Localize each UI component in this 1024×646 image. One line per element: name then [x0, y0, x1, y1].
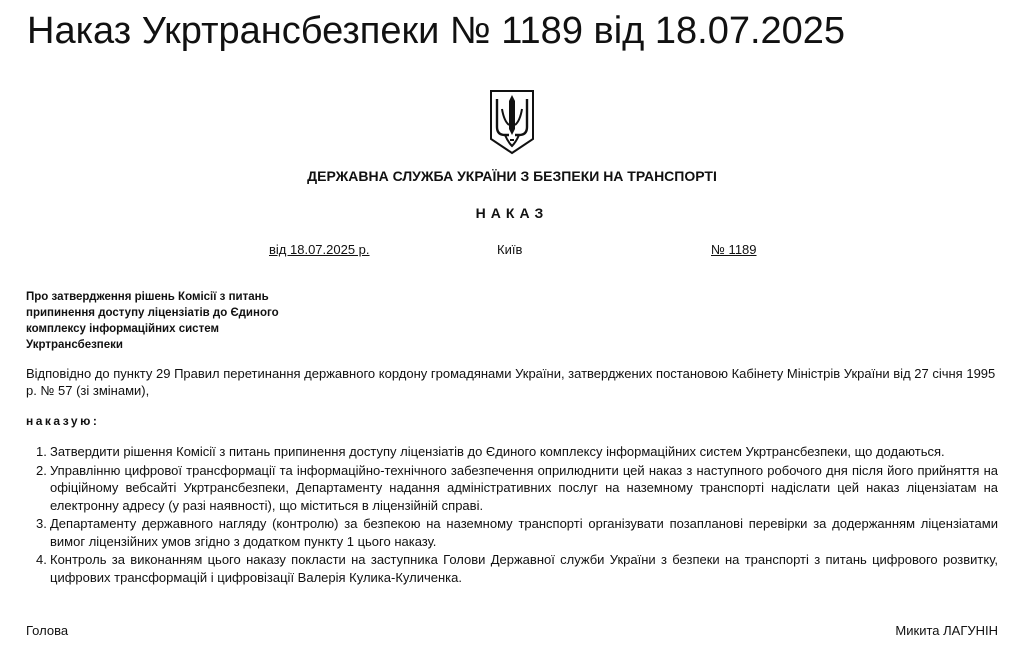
- subject-line: комплексу інформаційних систем: [26, 323, 219, 335]
- subject-line: Укртрансбезпеки: [26, 339, 123, 351]
- document-type-heading: НАКАЗ: [475, 205, 549, 221]
- item-number: 3.: [36, 516, 47, 531]
- signer-name: Микита ЛАГУНІН: [895, 623, 998, 638]
- item-text: Затвердити рішення Комісії з питань припинення доступу ліцензіатів до Єдиного комплексу інформаційних систем Укртрансбезпеки, що додаються.: [50, 444, 945, 459]
- order-items-list: [26, 443, 998, 587]
- item-number: 2.: [36, 462, 47, 478]
- signer-title: Голова: [26, 623, 69, 638]
- trident-emblem-icon: [487, 89, 537, 155]
- item-text: Управлінню цифрової трансформації та інформаційно-технічного забезпечення оприлюднити цей наказ з наступного робочого дня після його прийняття на офіційному вебсайті Укртрансбезпеки, Департаменту надання адміністративних послуг на наземному транспорті надіслати цей наказ ліцензіатам на електронну адресу (у разі наявності), що міститься в ліцензійній справі.: [50, 462, 998, 513]
- item-number: 1.: [36, 444, 47, 459]
- document-date: від 18.07.2025 р.: [269, 242, 370, 257]
- order-word: наказую:: [26, 414, 100, 428]
- subject-line: Про затвердження рішень Комісії з питань: [26, 291, 269, 303]
- organization-name: ДЕРЖАВНА СЛУЖБА УКРАЇНИ З БЕЗПЕКИ НА ТРАНСПОРТІ: [307, 168, 717, 184]
- item-number: 4.: [36, 552, 47, 567]
- list-item: [26, 551, 998, 586]
- item-text: Контроль за виконанням цього наказу покласти на заступника Голови Державної служби України з безпеки на транспорті з питань цифрового розвитку, цифрових трансформацій і цифровізації Валерія Кулика-Куличенка.: [50, 552, 998, 585]
- item-text: Департаменту державного нагляду (контролю) за безпекою на наземному транспорті організувати позапланові перевірки за додержанням ліцензіатами вимог ліцензійних умов згідно з додатком пункту 1 цього наказу.: [50, 516, 998, 549]
- subject-line: припинення доступу ліцензіатів до Єдиного: [26, 307, 279, 319]
- document-number: № 1189: [711, 242, 757, 257]
- subject-block: [26, 289, 316, 353]
- document-city: Київ: [497, 242, 523, 257]
- list-item: [26, 443, 998, 461]
- list-item: [26, 515, 998, 550]
- preamble-paragraph: Відповідно до пункту 29 Правил перетинання державного кордону громадянами України, затверджених постановою Кабінету Міністрів України від 27 січня 1995 р. № 57 (зі змінами),: [26, 366, 996, 398]
- page-title: Наказ Укртрансбезпеки № 1189 від 18.07.2025: [27, 10, 846, 52]
- list-item: [26, 462, 998, 515]
